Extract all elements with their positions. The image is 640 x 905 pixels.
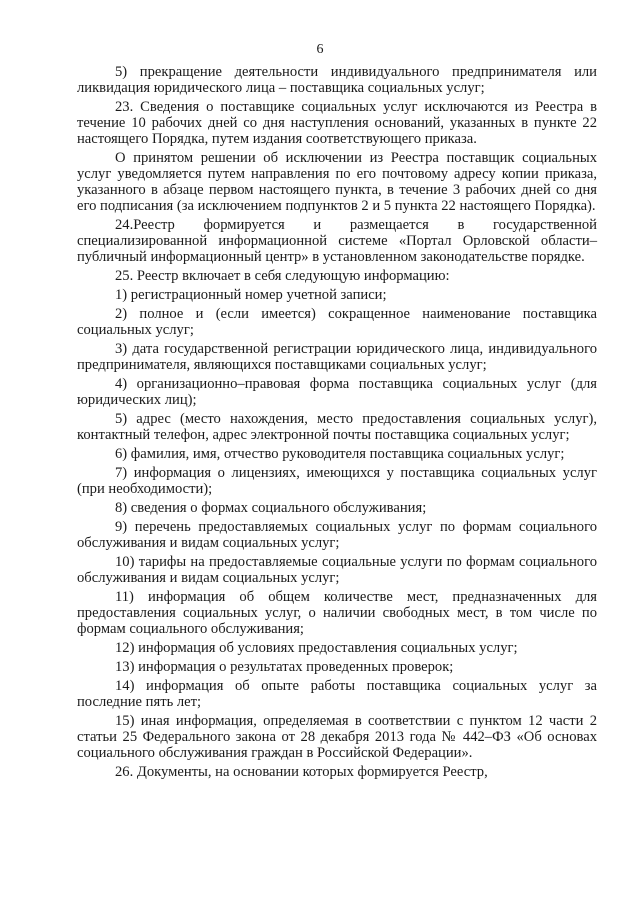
- list-item-6: 6) фамилия, имя, отчество руководителя поставщика социальных услуг;: [115, 446, 565, 462]
- paragraph-26: 26. Документы, на основании которых формируется Реестр,: [115, 764, 488, 780]
- list-item-11: 11) информация об общем количестве мест, предназначенных для предоставления социальных услуг, о наличии свободных мест, в том числе по формам социального обслуживания;: [77, 589, 597, 637]
- list-item-1: 1) регистрационный номер учетной записи;: [115, 287, 387, 303]
- list-item-2: 2) полное и (если имеется) сокращенное наименование поставщика социальных услуг;: [77, 306, 597, 338]
- list-item-12: 12) информация об условиях предоставления социальных услуг;: [115, 640, 518, 656]
- document-body: [77, 64, 597, 783]
- list-item-7: 7) информация о лицензиях, имеющихся у поставщика социальных услуг (при необходимости);: [77, 465, 597, 497]
- list-item-13: 13) информация о результатах проведенных проверок;: [115, 659, 454, 675]
- list-item-4: 4) организационно–правовая форма поставщика социальных услуг (для юридических лиц);: [77, 376, 597, 408]
- page-number: 6: [316, 42, 324, 57]
- list-item-5: 5) адрес (место нахождения, место предоставления социальных услуг), контактный телефон, адрес электронной почты поставщика социальных услуг;: [77, 411, 597, 443]
- list-item-8: 8) сведения о формах социального обслуживания;: [115, 500, 427, 516]
- list-item-9: 9) перечень предоставляемых социальных услуг по формам социального обслуживания и видам социальных услуг;: [77, 519, 597, 551]
- list-item-14: 14) информация об опыте работы поставщика социальных услуг за последние пять лет;: [77, 678, 597, 710]
- paragraph-25: 25. Реестр включает в себя следующую информацию:: [115, 268, 450, 284]
- list-item-10: 10) тарифы на предоставляемые социальные услуги по формам социального обслуживания и видам социальных услуг;: [77, 554, 597, 586]
- paragraph-23: 23. Сведения о поставщике социальных услуг исключаются из Реестра в течение 10 рабочих дней со дня наступления оснований, указанных в пункте 22 настоящего Порядка, путем издания соответствующего приказа.: [77, 99, 597, 147]
- list-item-15: 15) иная информация, определяемая в соответствии с пунктом 12 части 2 статьи 25 Федерального закона от 28 декабря 2013 года № 442–ФЗ «Об основах социального обслуживания граждан в Российской Федерации».: [77, 713, 597, 761]
- paragraph-24: 24.Реестр формируется и размещается в государственной специализированной информационной системе «Портал Орловской области–публичный информационный центр» в установленном законодательстве порядке.: [77, 217, 597, 265]
- paragraph-item-5-termination: 5) прекращение деятельности индивидуального предпринимателя или ликвидация юридического лица – поставщика социальных услуг;: [77, 64, 597, 96]
- paragraph-exclusion-notice: О принятом решении об исключении из Реестра поставщик социальных услуг уведомляется путем направления по его почтовому адресу копии приказа, указанного в абзаце первом настоящего пункта, в течение 3 рабочих дней со дня его подписания (за исключением подпунктов 2 и 5 пункта 22 настоящего Порядка).: [77, 150, 597, 214]
- list-item-3: 3) дата государственной регистрации юридического лица, индивидуального предпринимателя, являющихся поставщиками социальных услуг;: [77, 341, 597, 373]
